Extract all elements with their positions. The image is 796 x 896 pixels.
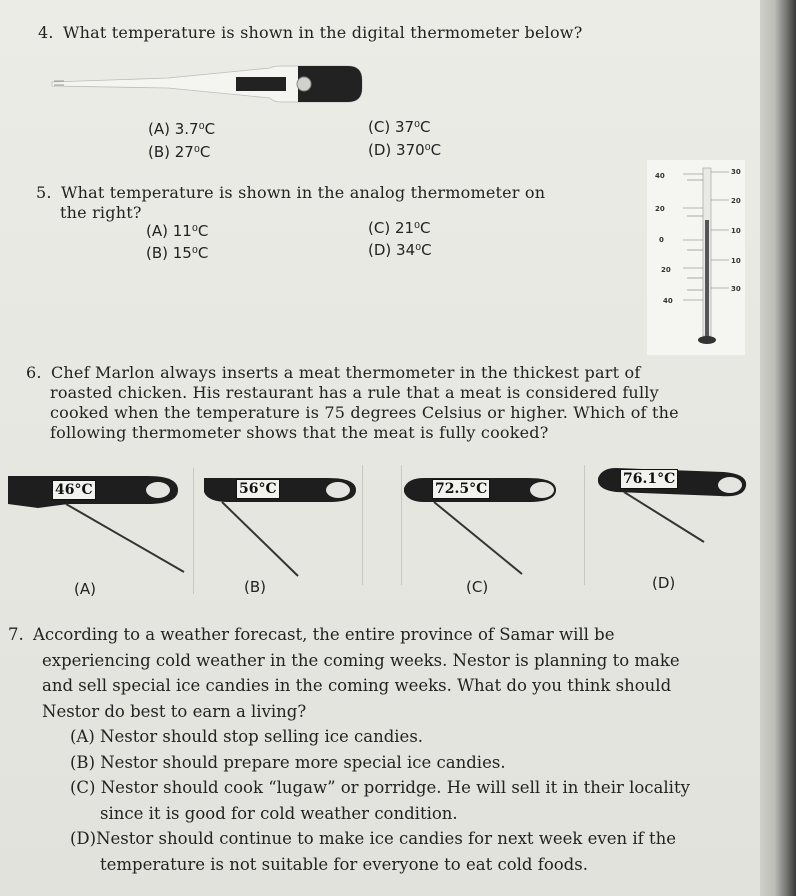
meat-thermometer-a[interactable]	[8, 474, 188, 574]
temperature-display: 72.5°C	[432, 479, 490, 499]
question-5-continued: the right?	[60, 203, 142, 222]
scale-right-label: 30	[731, 168, 741, 176]
question-text	[8, 622, 760, 648]
q4-option-d[interactable]: (D) 370⁰C	[368, 141, 442, 159]
q4-option-c[interactable]: (C) 37⁰C	[368, 118, 431, 136]
option-label-a[interactable]: (A)	[74, 580, 96, 598]
question-4	[38, 22, 582, 44]
answer-line: since it is good for cold weather condition.	[100, 803, 458, 823]
q4-option-b[interactable]: (B) 27⁰C	[148, 143, 211, 161]
question-6-line: following thermometer shows that the meat is fully cooked?	[50, 423, 549, 442]
divider	[401, 465, 402, 585]
question-number: 6.	[26, 363, 42, 382]
q7-answer-d[interactable]	[8, 826, 760, 877]
question-text: What temperature is shown in the digital thermometer below?	[62, 23, 583, 42]
meat-thermometer-d[interactable]	[594, 466, 754, 572]
divider	[584, 465, 585, 585]
question-number: 7.	[8, 625, 24, 644]
option-label-b[interactable]: (B)	[244, 578, 266, 596]
meat-thermometer-icon	[8, 474, 188, 574]
q7-answer-b[interactable]: (B) Nestor should prepare more special ice candies.	[70, 752, 506, 772]
q5-option-c[interactable]: (C) 21⁰C	[368, 219, 431, 237]
q5-option-b[interactable]: (B) 15⁰C	[146, 244, 209, 262]
q4-option-a[interactable]: (A) 3.7⁰C	[148, 120, 216, 138]
scale-left-label: 40	[663, 297, 673, 305]
option-label-d[interactable]: (D)	[652, 574, 676, 592]
q7-answer-c[interactable]	[8, 775, 760, 826]
scale-left-label: 0	[659, 236, 664, 244]
question-5	[36, 182, 545, 204]
answer-line: (D)Nestor should continue to make ice candies for next week even if the	[70, 829, 677, 848]
question-6	[26, 362, 640, 384]
option-label-c[interactable]: (C)	[466, 578, 489, 596]
scale-left-label: 20	[661, 266, 671, 274]
scale-right-label: 10	[731, 257, 741, 265]
page-edge	[760, 0, 796, 896]
question-line: Nestor do best to earn a living?	[42, 701, 307, 721]
temperature-display: 76.1°C	[620, 469, 678, 489]
question-6-line: roasted chicken. His restaurant has a rule that a meat is considered fully	[50, 383, 659, 402]
scale-left-label: 20	[655, 205, 665, 213]
meat-thermometer-c[interactable]	[404, 474, 574, 580]
question-number: 4.	[38, 23, 54, 42]
analog-thermometer	[647, 160, 745, 355]
scale-right-label: 30	[731, 285, 741, 293]
answer-line: (C) Nestor should cook “lugaw” or porridge. He will sell it in their locality	[70, 778, 690, 797]
temperature-display: 56°C	[236, 479, 280, 499]
question-line: and sell special ice candies in the coming weeks. What do you think should	[42, 676, 672, 695]
q5-option-d[interactable]: (D) 34⁰C	[368, 241, 432, 259]
divider	[193, 468, 194, 594]
meat-thermometer-b[interactable]	[198, 474, 368, 580]
scale-left-label: 40	[655, 172, 665, 180]
meat-thermometer-icon	[198, 474, 368, 580]
digital-thermometer	[48, 62, 364, 104]
q5-option-a[interactable]: (A) 11⁰C	[146, 222, 209, 240]
temperature-display: 46°C	[52, 480, 96, 500]
q7-answer-a[interactable]: (A) Nestor should stop selling ice candies.	[70, 727, 424, 746]
question-text: Chef Marlon always inserts a meat thermometer in the thickest part of	[50, 363, 641, 382]
question-number: 5.	[36, 183, 52, 202]
answer-line: temperature is not suitable for everyone to eat cold foods.	[100, 854, 588, 874]
question-7	[8, 622, 760, 877]
question-text: What temperature is shown in the analog thermometer on	[60, 183, 546, 202]
question-line: experiencing cold weather in the coming weeks. Nestor is planning to make	[42, 650, 680, 670]
question-6-line: cooked when the temperature is 75 degrees Celsius or higher. Which of the	[50, 403, 679, 422]
scale-right-label: 10	[731, 227, 741, 235]
scale-right-label: 20	[731, 197, 741, 205]
question-line: According to a weather forecast, the entire province of Samar will be	[33, 625, 615, 644]
